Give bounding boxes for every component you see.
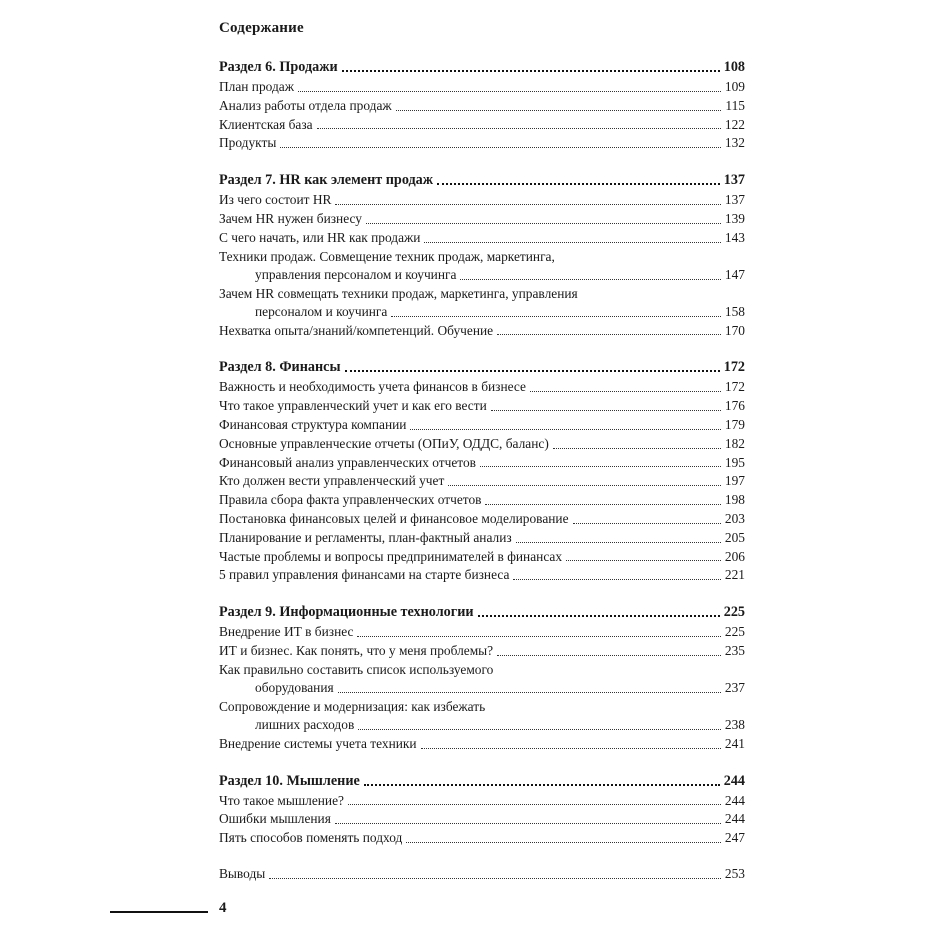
toc-entry[interactable] <box>219 623 745 642</box>
toc-entry[interactable] <box>219 134 745 153</box>
dot-leader <box>497 655 721 656</box>
toc-entry-cont[interactable] <box>219 679 745 698</box>
toc-entry-cont[interactable] <box>219 303 745 322</box>
toc-entry-title: ИТ и бизнес. Как понять, что у меня проблемы? <box>219 642 494 658</box>
toc-entry-line1: Сопровождение и модернизация: как избежать <box>219 698 486 714</box>
dot-leader <box>406 842 721 843</box>
section-heading-page: 244 <box>723 772 745 789</box>
section-heading-title: Раздел 7. HR как элемент продаж <box>219 172 434 189</box>
toc-section <box>219 170 745 340</box>
toc-entry[interactable] <box>219 97 745 116</box>
dot-leader <box>366 223 721 224</box>
toc-entry-title: Из чего состоит HR <box>219 192 332 208</box>
toc-entry-page: 137 <box>724 192 745 208</box>
toc-entry-page: 139 <box>724 210 745 226</box>
toc-entry-title: Ошибки мышления <box>219 811 331 827</box>
toc-entry[interactable] <box>219 454 745 473</box>
toc-entry-title: Постановка финансовых целей и финансовое моделирование <box>219 510 569 526</box>
section-heading-title: Раздел 9. Информационные технологии <box>219 604 474 621</box>
toc-entry-title: Кто должен вести управленческий учет <box>219 473 445 489</box>
toc-entry[interactable] <box>219 78 745 97</box>
dot-leader <box>358 729 721 730</box>
toc-entry[interactable] <box>219 810 745 829</box>
section-heading-page: 108 <box>723 59 745 75</box>
dot-leader <box>269 878 721 879</box>
dot-leader <box>280 147 721 148</box>
dot-leader <box>335 204 720 205</box>
section-heading[interactable] <box>219 771 745 791</box>
dot-leader <box>410 429 720 430</box>
toc-entry-page: 241 <box>724 735 745 751</box>
toc-entry-page: 132 <box>724 135 745 151</box>
dot-leader <box>497 334 721 335</box>
toc-entry-page: 198 <box>724 492 745 508</box>
section-heading-title: Раздел 6. Продажи <box>219 59 338 75</box>
toc-entry-cont-title: управления персоналом и коучинга <box>255 266 457 282</box>
toc-entry-title: Продукты <box>219 135 277 151</box>
dot-leader <box>448 485 721 486</box>
dot-leader <box>391 316 721 317</box>
toc-entry-page: 244 <box>724 811 745 827</box>
dot-leader <box>566 560 721 561</box>
toc-entry[interactable] <box>219 566 745 585</box>
toc-entry-cont-page: 237 <box>724 679 745 695</box>
toc-entry-title: 5 правил управления финансами на старте бизнеса <box>219 567 510 583</box>
toc-entry-conclusions[interactable] <box>219 865 745 884</box>
dot-leader <box>335 823 721 824</box>
footer-rule <box>110 911 208 913</box>
section-heading[interactable] <box>219 357 745 377</box>
dot-leader <box>317 128 721 129</box>
toc-entry[interactable] <box>219 510 745 529</box>
toc-entry-cont[interactable] <box>219 716 745 735</box>
toc-entry[interactable] <box>219 735 745 754</box>
toc-entry-title: Внедрение системы учета техники <box>219 735 417 751</box>
toc-entry[interactable] <box>219 529 745 548</box>
toc-closing <box>219 865 745 884</box>
toc-entry-line1: Зачем HR совмещать техники продаж, маркетинга, управления <box>219 285 578 301</box>
toc-section <box>219 771 745 848</box>
toc-entry[interactable] <box>219 378 745 397</box>
toc-entry[interactable] <box>219 322 745 341</box>
toc-entry-cont-title: оборудования <box>255 679 334 695</box>
toc-entry-cont-title: персоналом и коучинга <box>255 303 388 319</box>
dot-leader <box>424 242 720 243</box>
toc-entry[interactable] <box>219 472 745 491</box>
toc-entry-page: 205 <box>724 529 745 545</box>
section-heading-page: 225 <box>723 604 745 621</box>
toc-entry-page: 244 <box>724 792 745 808</box>
dot-leader <box>348 804 721 805</box>
toc-entry-page: 179 <box>724 416 745 432</box>
toc-entry-cont-page: 147 <box>724 266 745 282</box>
toc-section <box>219 602 745 753</box>
toc-entry[interactable] <box>219 116 745 135</box>
dot-leader <box>530 391 721 392</box>
dot-leader <box>478 615 720 617</box>
dot-leader <box>513 579 720 580</box>
toc-entry-title: Важность и необходимость учета финансов в бизнесе <box>219 379 526 395</box>
dot-leader <box>437 183 720 185</box>
toc-entry[interactable] <box>219 642 745 661</box>
toc-entry-page: 247 <box>724 830 745 846</box>
toc-entry[interactable] <box>219 548 745 567</box>
dot-leader <box>573 523 721 524</box>
toc-entry-title: Нехватка опыта/знаний/компетенций. Обучение <box>219 322 494 338</box>
toc-entry-title: Анализ работы отдела продаж <box>219 97 392 113</box>
toc-entry-page: 170 <box>724 322 745 338</box>
toc-entry[interactable] <box>219 661 745 698</box>
dot-leader <box>342 70 720 72</box>
dot-leader <box>553 448 721 449</box>
toc-entry-cont-title: лишних расходов <box>255 716 355 732</box>
toc-entry[interactable] <box>219 229 745 248</box>
toc-entry[interactable] <box>219 416 745 435</box>
toc-entry[interactable] <box>219 191 745 210</box>
toc-entry-page: 235 <box>724 642 745 658</box>
page-title: Содержание <box>219 20 304 36</box>
toc-entry-title: Основные управленческие отчеты (ОПиУ, ОДДС, баланс) <box>219 435 549 451</box>
toc-entry-title: С чего начать, или HR как продажи <box>219 229 421 245</box>
dot-leader <box>345 370 720 372</box>
toc-entry[interactable] <box>219 491 745 510</box>
toc-entry[interactable] <box>219 792 745 811</box>
dot-leader <box>485 504 720 505</box>
dot-leader <box>421 748 721 749</box>
toc-entry-title: Клиентская база <box>219 116 313 132</box>
section-heading-page: 172 <box>723 359 745 376</box>
section-heading[interactable] <box>219 602 745 622</box>
dot-leader <box>491 410 721 411</box>
toc-entry-page: 143 <box>724 229 745 245</box>
toc-entry-page: 206 <box>724 548 745 564</box>
toc-section <box>219 57 745 153</box>
toc-entry-title: Финансовая структура компании <box>219 416 407 432</box>
toc-entry-conclusions-page: 253 <box>724 865 745 881</box>
toc-entry-page: 195 <box>724 454 745 470</box>
toc-entry-page: 221 <box>724 567 745 583</box>
section-heading-title: Раздел 10. Мышление <box>219 772 360 789</box>
toc-entry-page: 176 <box>724 398 745 414</box>
dot-leader <box>298 91 721 92</box>
dot-leader <box>480 466 721 467</box>
dot-leader <box>357 636 720 637</box>
section-heading-title: Раздел 8. Финансы <box>219 359 341 376</box>
dot-leader <box>364 784 720 786</box>
toc-entry-conclusions-title: Выводы <box>219 865 266 881</box>
toc-entry-title: Финансовый анализ управленческих отчетов <box>219 454 476 470</box>
toc-entry-page: 225 <box>724 624 745 640</box>
toc-entry-line1: Как правильно составить список используемого <box>219 661 494 677</box>
toc-entry-title: Что такое мышление? <box>219 792 344 808</box>
toc-entry-line1: Техники продаж. Совмещение техник продаж, маркетинга, <box>219 248 555 264</box>
section-heading[interactable] <box>219 57 745 77</box>
toc-entry[interactable] <box>219 698 745 735</box>
toc-entry[interactable] <box>219 210 745 229</box>
toc-entry-title: Что такое управленческий учет и как его вести <box>219 398 487 414</box>
toc-entry-page: 115 <box>725 97 745 113</box>
table-of-contents <box>219 57 745 901</box>
toc-entry-page: 197 <box>724 473 745 489</box>
toc-entry-title: Пять способов поменять подход <box>219 830 403 846</box>
toc-entry-page: 122 <box>724 116 745 132</box>
toc-entry-cont[interactable] <box>219 266 745 285</box>
toc-section <box>219 357 745 585</box>
toc-entry-title: Зачем HR нужен бизнесу <box>219 210 362 226</box>
toc-entry-title: Правила сбора факта управленческих отчетов <box>219 492 482 508</box>
toc-entry[interactable] <box>219 248 745 285</box>
toc-entry-cont-page: 158 <box>724 303 745 319</box>
toc-entry-title: Частые проблемы и вопросы предпринимателей в финансах <box>219 548 563 564</box>
toc-entry-page: 203 <box>724 510 745 526</box>
section-heading-page: 137 <box>723 172 745 189</box>
dot-leader <box>338 692 721 693</box>
toc-entry[interactable] <box>219 829 745 848</box>
dot-leader <box>460 279 720 280</box>
toc-entry-cont-page: 238 <box>724 716 745 732</box>
toc-entry-page: 172 <box>724 379 745 395</box>
toc-entry-title: Внедрение ИТ в бизнес <box>219 624 354 640</box>
toc-entry[interactable] <box>219 435 745 454</box>
toc-entry-page: 182 <box>724 435 745 451</box>
toc-entry-title: Планирование и регламенты, план-фактный анализ <box>219 529 512 545</box>
toc-entry[interactable] <box>219 397 745 416</box>
section-heading[interactable] <box>219 170 745 190</box>
toc-entry-page: 109 <box>724 79 745 94</box>
toc-entry[interactable] <box>219 285 745 322</box>
toc-entry-title: План продаж <box>219 79 294 94</box>
page-number: 4 <box>219 900 227 916</box>
dot-leader <box>396 110 722 111</box>
dot-leader <box>516 542 721 543</box>
